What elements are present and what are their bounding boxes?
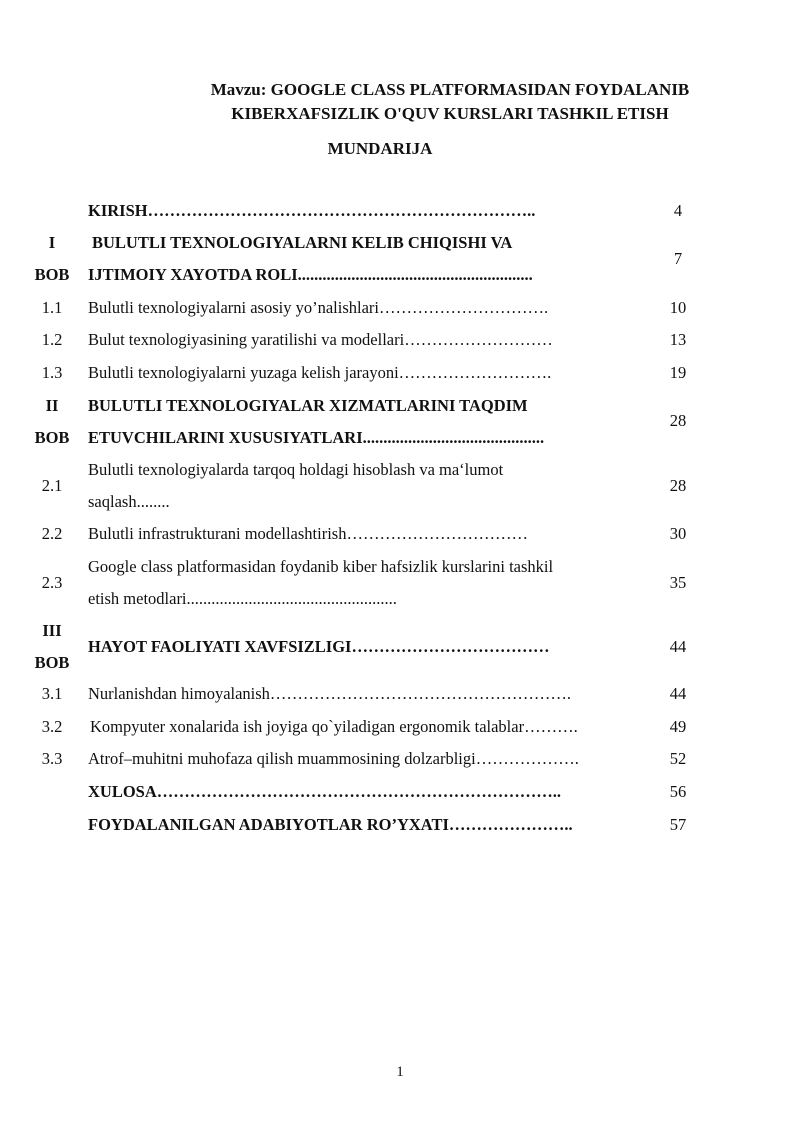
page-num-1-3: 19	[669, 363, 687, 382]
page-num-kirish: 4	[673, 201, 683, 220]
chapter-3-title[interactable]: HAYOT FAOLIYATI XAVFSIZLIGI………………………………	[88, 637, 550, 656]
chapter-1-title-line2[interactable]: IJTIMOIY XAYOTDA ROLI.........................................................	[88, 265, 533, 284]
chapter-2-title-line1[interactable]: BULUTLI TEXNOLOGIYALAR XIZMATLARINI TAQDIM	[88, 396, 528, 415]
toc-xulosa[interactable]: XULOSA………………………………………………………………..	[88, 782, 562, 801]
page-num-1-1: 10	[669, 298, 687, 317]
section-2-3-num: 2.3	[41, 573, 63, 592]
chapter-3-num-line1: III	[42, 621, 62, 640]
page-num-2-2: 30	[669, 524, 687, 543]
chapter-2-num-line1: II	[45, 396, 59, 415]
chapter-1-title-line1[interactable]: BULUTLI TEXNOLOGIYALARNI KELIB CHIQISHI VA	[92, 233, 513, 252]
topic-title-line-2: KIBERXAFSIZLIK O'QUV KURSLARI TASHKIL ETISH	[231, 104, 669, 123]
section-3-3-title[interactable]: Atrof–muhitni muhofaza qilish muammosining dolzarbligi……………….	[88, 749, 579, 768]
section-3-2-title[interactable]: Kompyuter xonalarida ish joyiga qo`yiladigan ergonomik talablar……….	[90, 717, 578, 736]
chapter-3-num-line2: BOB	[34, 653, 70, 672]
page-num-2-1: 28	[669, 476, 687, 495]
section-1-3-title[interactable]: Bulutli texnologiyalarni yuzaga kelish jarayoni……………………….	[88, 363, 552, 382]
page-num-1-2: 13	[669, 330, 687, 349]
page-num-xulosa: 56	[669, 782, 687, 801]
section-2-2-num: 2.2	[41, 524, 63, 543]
section-2-3-title-line1[interactable]: Google class platformasidan foydanib kiber hafsizlik kurslarini tashkil	[88, 557, 554, 576]
contents-heading: MUNDARIJA	[327, 139, 433, 158]
section-1-1-title[interactable]: Bulutli texnologiyalarni asosiy yo’nalishlari………………………….	[88, 298, 549, 317]
section-2-1-num: 2.1	[41, 476, 63, 495]
section-1-2-num: 1.2	[41, 330, 63, 349]
chapter-1-num-line2: BOB	[34, 265, 70, 284]
page-num-references: 57	[669, 815, 687, 834]
page-number-footer: 1	[396, 1064, 404, 1080]
section-2-3-title-line2[interactable]: etish metodlari...................................................	[88, 589, 397, 608]
page-num-3-1: 44	[669, 684, 687, 703]
section-3-1-title[interactable]: Nurlanishdan himoyalanish……………………………………………….	[88, 684, 572, 703]
page-num-2-3: 35	[669, 573, 687, 592]
topic-title-line-1: Mavzu: GOOGLE CLASS PLATFORMASIDAN FOYDALANIB	[210, 80, 690, 99]
chapter-2-title-line2[interactable]: ETUVCHILARINI XUSUSIYATLARI............................................	[88, 428, 545, 447]
page-num-3-2: 49	[669, 717, 687, 736]
toc-references[interactable]: FOYDALANILGAN ADABIYOTLAR RO’YXATI…………………..	[88, 815, 573, 834]
chapter-2-num-line2: BOB	[34, 428, 70, 447]
page-num-chapter-3: 44	[669, 637, 687, 656]
section-1-1-num: 1.1	[41, 298, 63, 317]
page-num-chapter-1: 7	[673, 249, 683, 268]
page-num-chapter-2: 28	[669, 411, 687, 430]
section-3-2-num: 3.2	[41, 717, 63, 736]
section-2-1-title-line2[interactable]: saqlash........	[88, 492, 170, 511]
chapter-1-num-line1: I	[48, 233, 56, 252]
section-2-2-title[interactable]: Bulutli infrastrukturani modellashtirish……………………………	[88, 524, 528, 543]
section-3-3-num: 3.3	[41, 749, 63, 768]
section-2-1-title-line1[interactable]: Bulutli texnologiyalarda tarqoq holdagi hisoblash va ma‘lumot	[88, 460, 504, 479]
section-1-2-title[interactable]: Bulut texnologiyasining yaratilishi va modellari………………………	[88, 330, 553, 349]
section-1-3-num: 1.3	[41, 363, 63, 382]
page-num-3-3: 52	[669, 749, 687, 768]
toc-kirish[interactable]: KIRISH……………………………………………………………..	[88, 201, 536, 220]
section-3-1-num: 3.1	[41, 684, 63, 703]
